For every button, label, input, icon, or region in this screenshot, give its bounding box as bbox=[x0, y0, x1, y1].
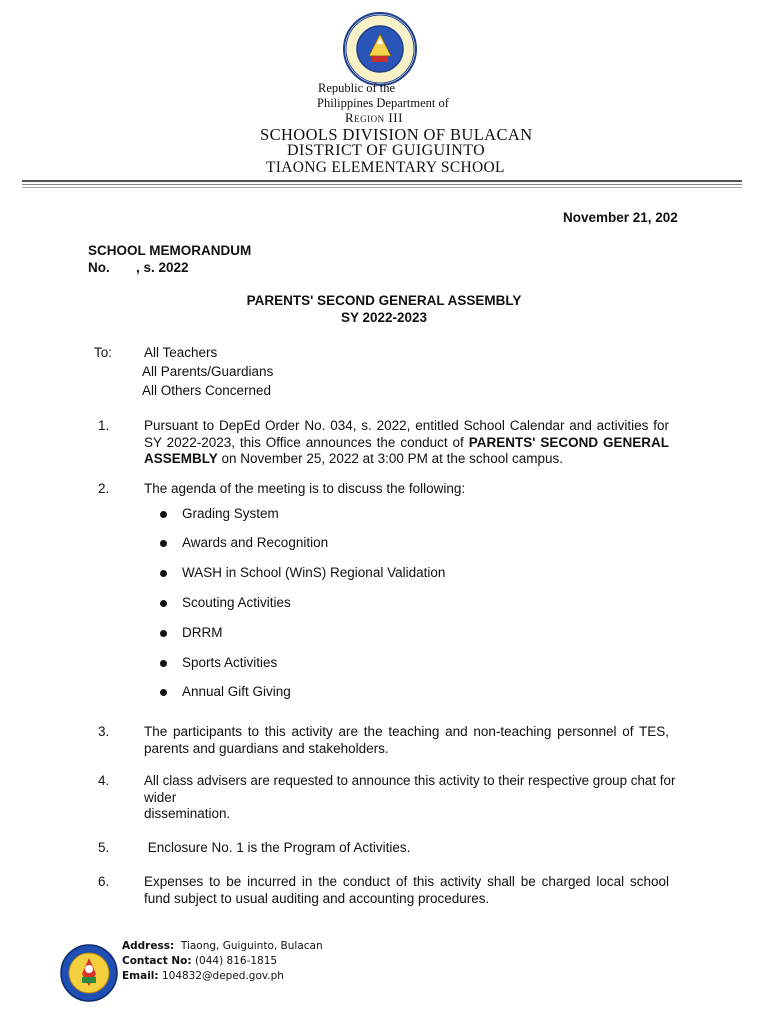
recipient-item: All Others Concerned bbox=[142, 383, 272, 398]
bullet-icon bbox=[160, 660, 167, 667]
item-number: 6. bbox=[98, 874, 110, 889]
to-label: To: bbox=[94, 345, 113, 360]
footer-email[interactable]: Email: 104832@deped.gov.ph bbox=[122, 970, 284, 982]
bullet-icon bbox=[160, 511, 167, 518]
agenda-item: WASH in School (WinS) Regional Validation bbox=[182, 565, 445, 580]
bullet-icon bbox=[160, 540, 167, 547]
header-department: Philippines Department of bbox=[317, 96, 449, 110]
bullet-icon bbox=[160, 630, 167, 637]
bullet-icon bbox=[160, 689, 167, 696]
item-number: 5. bbox=[98, 840, 110, 855]
footer-address: Address: Tiaong, Guiguinto, Bulacan bbox=[122, 940, 323, 952]
item-text: Pursuant to DepEd Order No. 034, s. 2022, entitled School Calendar and activities for SY 2022-2023, this Office announces the conduct of PARENTS' SECOND GENERAL ASSEMBLY on November 25, 2022 at 3:00 PM at the school campus. bbox=[144, 418, 669, 466]
header-division: SCHOOLS DIVISION OF BULACAN bbox=[260, 125, 533, 144]
memo-subtitle: SY 2022-2023 bbox=[340, 310, 428, 325]
recipient-item: All Teachers bbox=[144, 345, 218, 360]
header-republic: Republic of the bbox=[318, 81, 396, 95]
agenda-item: Sports Activities bbox=[182, 655, 277, 670]
school-logo bbox=[60, 944, 118, 1002]
header-school: TIAONG ELEMENTARY SCHOOL bbox=[266, 159, 505, 176]
agenda-item: Scouting Activities bbox=[182, 595, 291, 610]
item-text: Expenses to be incurred in the conduct of this activity shall be charged local school fund subject to usual auditing and accounting procedures. bbox=[144, 874, 669, 906]
footer-contact: Contact No: (044) 816-1815 bbox=[122, 955, 278, 967]
event-name: PARENTS' SECOND GENERAL ASSEMBLY bbox=[144, 434, 669, 466]
header-region: Region III bbox=[345, 110, 403, 125]
item-number: 3. bbox=[98, 724, 110, 739]
memo-number: No. , s. 2022 bbox=[88, 260, 189, 275]
header-district: DISTRICT OF GUIGUINTO bbox=[287, 142, 486, 159]
bullet-icon bbox=[160, 600, 167, 607]
agenda-item: Annual Gift Giving bbox=[182, 684, 291, 699]
recipient-item: All Parents/Guardians bbox=[142, 364, 274, 379]
memo-title: PARENTS' SECOND GENERAL ASSEMBLY bbox=[246, 293, 522, 308]
agenda-item: Grading System bbox=[182, 506, 279, 521]
item-number: 2. bbox=[98, 481, 110, 496]
agenda-item: Awards and Recognition bbox=[182, 535, 328, 550]
item-number: 1. bbox=[98, 418, 110, 433]
agenda-list bbox=[182, 506, 582, 706]
item-number: 4. bbox=[98, 773, 110, 788]
item-text: The participants to this activity are the teaching and non-teaching personnel of TES, parents and guardians and stakeholders. bbox=[144, 724, 669, 756]
bullet-icon bbox=[160, 570, 167, 577]
memo-type: SCHOOL MEMORANDUM bbox=[88, 243, 252, 258]
deped-seal-logo bbox=[343, 12, 417, 86]
agenda-item: DRRM bbox=[182, 625, 223, 640]
item-text: Enclosure No. 1 is the Program of Activities. bbox=[144, 840, 411, 855]
memo-date: November 21, 202 bbox=[563, 210, 678, 225]
item-text: The agenda of the meeting is to discuss the following: bbox=[144, 481, 466, 496]
item-text: All class advisers are requested to announce this activity to their respective group chat for wider dissemination. bbox=[144, 773, 676, 821]
